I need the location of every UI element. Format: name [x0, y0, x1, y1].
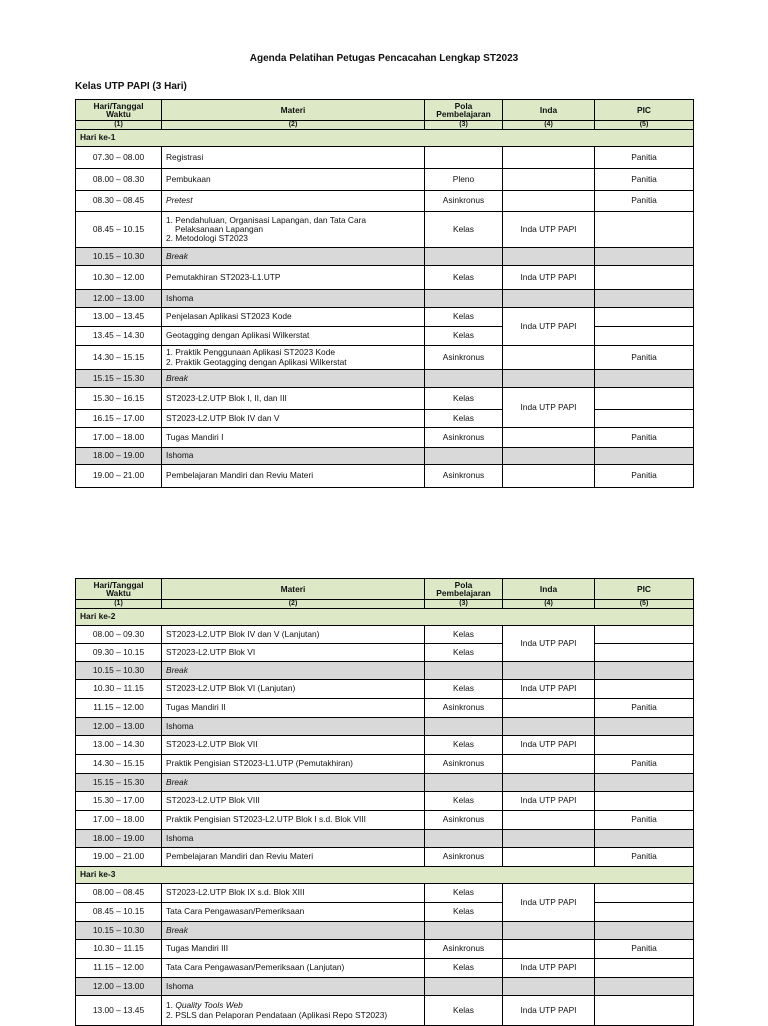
pic-cell: [595, 774, 694, 792]
pola-cell: Kelas: [425, 626, 503, 644]
break-row: [76, 290, 694, 308]
inda-cell: Inda UTP PAPI: [503, 388, 595, 428]
materi-line: 2. Praktik Geotagging dengan Aplikasi Wilkerstat: [166, 356, 347, 367]
col-number: (1): [76, 600, 162, 609]
col-number: (3): [425, 121, 503, 130]
pic-cell: [595, 922, 694, 940]
inda-cell: [503, 248, 595, 266]
materi-cell: ST2023-L2.UTP Blok VIII: [162, 792, 425, 811]
col-header-materi: Materi: [162, 579, 425, 600]
pic-cell: [595, 736, 694, 755]
materi-cell: ST2023-L2.UTP Blok IV dan V: [162, 410, 425, 428]
inda-cell: Inda UTP PAPI: [503, 680, 595, 699]
inda-cell: Inda UTP PAPI: [503, 212, 595, 248]
inda-cell: [503, 346, 595, 370]
time-cell: 14.30 – 15.15: [76, 346, 162, 370]
time-cell: 15.30 – 16.15: [76, 388, 162, 410]
col-header-pola: Pola Pembelajaran: [425, 100, 503, 121]
inda-cell: [503, 465, 595, 488]
pola-cell: Kelas: [425, 410, 503, 428]
pic-cell: [595, 884, 694, 903]
time-cell: 13.00 – 13.45: [76, 308, 162, 327]
pic-cell: [595, 996, 694, 1026]
pola-cell: Asinkronus: [425, 428, 503, 448]
pola-cell: Kelas: [425, 996, 503, 1026]
break-row: [76, 978, 694, 996]
table-row: [76, 410, 694, 428]
materi-line: 2. PSLS dan Pelaporan Pendataan (Aplikasi Repo ST2023): [166, 1009, 388, 1020]
materi-cell: Ishoma: [162, 290, 425, 308]
materi-cell: Ishoma: [162, 830, 425, 848]
inda-cell: [503, 774, 595, 792]
materi-cell: Praktik Pengisian ST2023-L1.UTP (Pemutakhiran): [162, 755, 425, 774]
pola-cell: Kelas: [425, 792, 503, 811]
pic-cell: [595, 718, 694, 736]
table-row: [76, 169, 694, 191]
col-header-inda: Inda: [503, 579, 595, 600]
materi-cell: Ishoma: [162, 978, 425, 996]
table-row: [76, 308, 694, 327]
table-row: [76, 212, 694, 248]
pola-cell: [425, 147, 503, 169]
table-row: [76, 428, 694, 448]
table-row: [76, 327, 694, 346]
pola-cell: Kelas: [425, 388, 503, 410]
table-row: [76, 959, 694, 978]
pola-cell: [425, 978, 503, 996]
inda-cell: [503, 662, 595, 680]
pic-cell: [595, 212, 694, 248]
pic-cell: Panitia: [595, 191, 694, 212]
day-header-row: [76, 130, 694, 147]
pic-cell: [595, 680, 694, 699]
table-row: [76, 388, 694, 410]
pola-cell: Kelas: [425, 959, 503, 978]
time-cell: 16.15 – 17.00: [76, 410, 162, 428]
materi-cell: [162, 996, 425, 1026]
pic-cell: [595, 626, 694, 644]
time-cell: 15.30 – 17.00: [76, 792, 162, 811]
materi-cell: [162, 346, 425, 370]
inda-cell: Inda UTP PAPI: [503, 792, 595, 811]
inda-cell: Inda UTP PAPI: [503, 884, 595, 922]
pic-cell: Panitia: [595, 848, 694, 867]
agenda-table-day1: [75, 99, 694, 488]
break-row: [76, 830, 694, 848]
table-row: [76, 266, 694, 290]
col-number: (2): [162, 600, 425, 609]
pic-cell: [595, 644, 694, 662]
time-cell: 10.15 – 10.30: [76, 248, 162, 266]
pic-cell: Panitia: [595, 465, 694, 488]
time-cell: 18.00 – 19.00: [76, 448, 162, 465]
materi-cell: Registrasi: [162, 147, 425, 169]
day-label: Hari ke-3: [76, 867, 694, 884]
pola-cell: Kelas: [425, 212, 503, 248]
pola-cell: [425, 448, 503, 465]
pic-cell: Panitia: [595, 755, 694, 774]
col-number: (5): [595, 600, 694, 609]
materi-cell: Geotagging dengan Aplikasi Wilkerstat: [162, 327, 425, 346]
time-cell: 13.00 – 14.30: [76, 736, 162, 755]
table-row: [76, 191, 694, 212]
inda-cell: Inda UTP PAPI: [503, 736, 595, 755]
pic-cell: [595, 248, 694, 266]
inda-cell: [503, 290, 595, 308]
pic-cell: [595, 327, 694, 346]
time-cell: 07.30 – 08.00: [76, 147, 162, 169]
time-cell: 19.00 – 21.00: [76, 465, 162, 488]
materi-line: 2. Metodologi ST2023: [166, 233, 248, 244]
col-header-inda: Inda: [503, 100, 595, 121]
pic-cell: Panitia: [595, 699, 694, 718]
pic-cell: [595, 978, 694, 996]
class-heading: Kelas UTP PAPI (3 Hari): [75, 81, 187, 92]
time-cell: 10.30 – 11.15: [76, 680, 162, 699]
pola-cell: [425, 830, 503, 848]
time-cell: 17.00 – 18.00: [76, 811, 162, 830]
pola-cell: [425, 370, 503, 388]
pic-cell: [595, 903, 694, 922]
pola-cell: [425, 290, 503, 308]
table-row: [76, 346, 694, 370]
table-row: [76, 884, 694, 903]
col-header-materi: Materi: [162, 100, 425, 121]
col-header-pic: PIC: [595, 100, 694, 121]
materi-cell: Penjelasan Aplikasi ST2023 Kode: [162, 308, 425, 327]
pola-cell: Kelas: [425, 327, 503, 346]
inda-cell: [503, 448, 595, 465]
materi-cell: Pembukaan: [162, 169, 425, 191]
pola-cell: Asinkronus: [425, 755, 503, 774]
time-cell: 10.15 – 10.30: [76, 662, 162, 680]
inda-cell: [503, 811, 595, 830]
pola-cell: Kelas: [425, 736, 503, 755]
break-row: [76, 718, 694, 736]
time-cell: 10.15 – 10.30: [76, 922, 162, 940]
col-number: (2): [162, 121, 425, 130]
pola-cell: Asinkronus: [425, 848, 503, 867]
break-row: [76, 370, 694, 388]
day-header-row: [76, 867, 694, 884]
inda-cell: [503, 169, 595, 191]
pic-cell: [595, 959, 694, 978]
inda-cell: Inda UTP PAPI: [503, 959, 595, 978]
table-header-row: [76, 100, 694, 121]
materi-cell: Tugas Mandiri II: [162, 699, 425, 718]
col-header-waktu: Hari/Tanggal Waktu: [76, 100, 162, 121]
pola-cell: Kelas: [425, 680, 503, 699]
time-cell: 12.00 – 13.00: [76, 978, 162, 996]
materi-cell: Pembelajaran Mandiri dan Reviu Materi: [162, 848, 425, 867]
time-cell: 09.30 – 10.15: [76, 644, 162, 662]
inda-cell: Inda UTP PAPI: [503, 266, 595, 290]
inda-cell: [503, 978, 595, 996]
materi-cell: Break: [162, 922, 425, 940]
pic-cell: [595, 662, 694, 680]
table-row: [76, 996, 694, 1026]
document-title: Agenda Pelatihan Petugas Pencacahan Lengkap ST2023: [249, 53, 519, 64]
table-row: [76, 848, 694, 867]
materi-line-text: Quality Tools Web: [175, 1000, 243, 1011]
materi-cell: Tata Cara Pengawasan/Pemeriksaan (Lanjutan): [162, 959, 425, 978]
inda-cell: [503, 755, 595, 774]
time-cell: 11.15 – 12.00: [76, 699, 162, 718]
day-header-row: [76, 609, 694, 626]
inda-cell: [503, 191, 595, 212]
materi-cell: ST2023-L2.UTP Blok VI: [162, 644, 425, 662]
materi-cell: Praktik Pengisian ST2023-L2.UTP Blok I s.d. Blok VIII: [162, 811, 425, 830]
time-cell: 08.00 – 09.30: [76, 626, 162, 644]
break-row: [76, 774, 694, 792]
inda-cell: [503, 428, 595, 448]
col-header-pic: PIC: [595, 579, 694, 600]
materi-cell: Pemutakhiran ST2023-L1.UTP: [162, 266, 425, 290]
inda-cell: Inda UTP PAPI: [503, 996, 595, 1026]
pola-cell: Kelas: [425, 266, 503, 290]
materi-line: Pelaksanaan Lapangan: [175, 223, 264, 234]
pola-cell: [425, 922, 503, 940]
materi-cell: Pretest: [162, 191, 425, 212]
table-row: [76, 736, 694, 755]
time-cell: 14.30 – 15.15: [76, 755, 162, 774]
time-cell: 08.00 – 08.30: [76, 169, 162, 191]
col-number: (1): [76, 121, 162, 130]
inda-cell: [503, 718, 595, 736]
agenda-table-day2-3: [75, 578, 694, 1026]
pola-cell: [425, 248, 503, 266]
inda-cell: [503, 848, 595, 867]
pola-cell: Kelas: [425, 308, 503, 327]
pola-cell: Kelas: [425, 884, 503, 903]
time-cell: 12.00 – 13.00: [76, 290, 162, 308]
pic-cell: Panitia: [595, 346, 694, 370]
pola-cell: Kelas: [425, 644, 503, 662]
time-cell: 08.30 – 08.45: [76, 191, 162, 212]
time-cell: 15.15 – 15.30: [76, 774, 162, 792]
day-label: Hari ke-2: [76, 609, 694, 626]
pola-cell: Pleno: [425, 169, 503, 191]
inda-cell: Inda UTP PAPI: [503, 308, 595, 346]
inda-cell: [503, 147, 595, 169]
col-number: (5): [595, 121, 694, 130]
col-number: (4): [503, 121, 595, 130]
materi-cell: ST2023-L2.UTP Blok VII: [162, 736, 425, 755]
table-row: [76, 699, 694, 718]
materi-cell: Break: [162, 370, 425, 388]
materi-cell: Break: [162, 248, 425, 266]
table-row: [76, 792, 694, 811]
break-row: [76, 922, 694, 940]
col-number: (4): [503, 600, 595, 609]
table-row: [76, 940, 694, 959]
materi-cell: Tata Cara Pengawasan/Pemeriksaan: [162, 903, 425, 922]
time-cell: 12.00 – 13.00: [76, 718, 162, 736]
break-row: [76, 448, 694, 465]
materi-cell: ST2023-L2.UTP Blok VI (Lanjutan): [162, 680, 425, 699]
pola-cell: [425, 718, 503, 736]
materi-cell: Tugas Mandiri III: [162, 940, 425, 959]
pic-cell: [595, 370, 694, 388]
pola-cell: Kelas: [425, 903, 503, 922]
pola-cell: Asinkronus: [425, 940, 503, 959]
materi-cell: ST2023-L2.UTP Blok I, II, dan III: [162, 388, 425, 410]
pic-cell: [595, 448, 694, 465]
time-cell: 13.45 – 14.30: [76, 327, 162, 346]
column-number-row: [76, 600, 694, 609]
pic-cell: [595, 410, 694, 428]
materi-line: 1. Quality Tools Web: [166, 1000, 243, 1011]
time-cell: 10.30 – 11.15: [76, 940, 162, 959]
table-row: [76, 811, 694, 830]
time-cell: 11.15 – 12.00: [76, 959, 162, 978]
pic-cell: [595, 792, 694, 811]
pic-cell: Panitia: [595, 811, 694, 830]
pola-cell: Asinkronus: [425, 699, 503, 718]
inda-cell: [503, 940, 595, 959]
time-cell: 13.00 – 13.45: [76, 996, 162, 1026]
materi-cell: Pembelajaran Mandiri dan Reviu Materi: [162, 465, 425, 488]
pola-cell: [425, 774, 503, 792]
pic-cell: Panitia: [595, 169, 694, 191]
inda-cell: [503, 370, 595, 388]
table-header-row: [76, 579, 694, 600]
pic-cell: [595, 308, 694, 327]
table-row: [76, 680, 694, 699]
time-cell: 08.00 – 08.45: [76, 884, 162, 903]
day-label: Hari ke-1: [76, 130, 694, 147]
pic-cell: Panitia: [595, 428, 694, 448]
time-cell: 18.00 – 19.00: [76, 830, 162, 848]
column-number-row: [76, 121, 694, 130]
inda-cell: [503, 830, 595, 848]
inda-cell: Inda UTP PAPI: [503, 626, 595, 662]
pic-cell: [595, 266, 694, 290]
time-cell: 10.30 – 12.00: [76, 266, 162, 290]
pic-cell: [595, 388, 694, 410]
table-row: [76, 626, 694, 644]
materi-cell: [162, 212, 425, 248]
materi-cell: Break: [162, 662, 425, 680]
materi-line: 1. Praktik Penggunaan Aplikasi ST2023 Kode: [166, 347, 336, 358]
materi-cell: Ishoma: [162, 448, 425, 465]
col-header-pola: Pola Pembelajaran: [425, 579, 503, 600]
pola-cell: Asinkronus: [425, 465, 503, 488]
time-cell: 08.45 – 10.15: [76, 903, 162, 922]
time-cell: 15.15 – 15.30: [76, 370, 162, 388]
pic-cell: [595, 830, 694, 848]
materi-cell: ST2023-L2.UTP Blok IX s.d. Blok XIII: [162, 884, 425, 903]
materi-cell: ST2023-L2.UTP Blok IV dan V (Lanjutan): [162, 626, 425, 644]
time-cell: 17.00 – 18.00: [76, 428, 162, 448]
table-row: [76, 755, 694, 774]
col-number: (3): [425, 600, 503, 609]
inda-cell: [503, 922, 595, 940]
table-row: [76, 147, 694, 169]
pic-cell: [595, 290, 694, 308]
table-row: [76, 465, 694, 488]
col-header-waktu: Hari/Tanggal Waktu: [76, 579, 162, 600]
inda-cell: [503, 699, 595, 718]
break-row: [76, 248, 694, 266]
pola-cell: [425, 662, 503, 680]
pola-cell: Asinkronus: [425, 811, 503, 830]
pola-cell: Asinkronus: [425, 191, 503, 212]
break-row: [76, 662, 694, 680]
materi-line: 1. Pendahuluan, Organisasi Lapangan, dan Tata Cara: [166, 214, 367, 225]
pola-cell: Asinkronus: [425, 346, 503, 370]
materi-cell: Ishoma: [162, 718, 425, 736]
pic-cell: Panitia: [595, 940, 694, 959]
time-cell: 19.00 – 21.00: [76, 848, 162, 867]
table-row: [76, 644, 694, 662]
materi-cell: Tugas Mandiri I: [162, 428, 425, 448]
table-row: [76, 903, 694, 922]
time-cell: 08.45 – 10.15: [76, 212, 162, 248]
materi-cell: Break: [162, 774, 425, 792]
pic-cell: Panitia: [595, 147, 694, 169]
